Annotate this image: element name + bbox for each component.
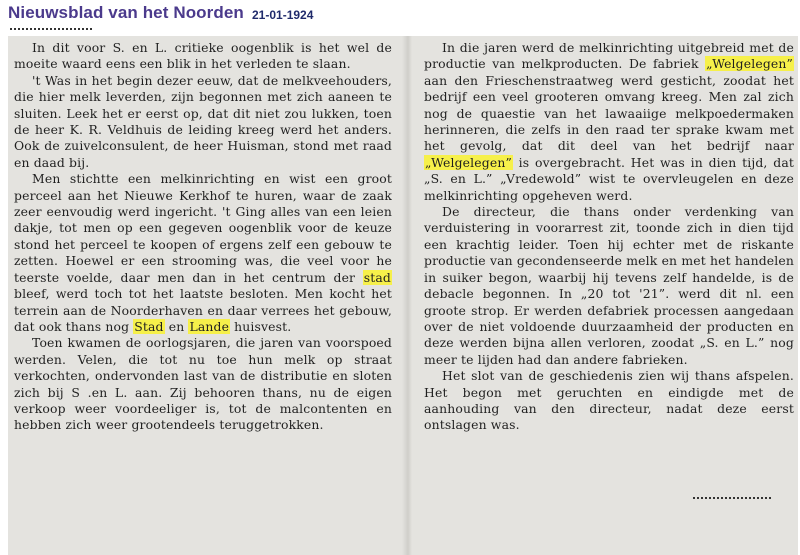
paragraph-text: In die jaren werd de melkinrichting uitgebreid met de productie van melkproducten. De fabriek: [424, 40, 794, 72]
newspaper-title: Nieuwsblad van het Noorden: [8, 3, 244, 22]
article-paragraph: [14, 335, 392, 433]
paragraph-text: huisvest.: [230, 318, 292, 334]
paragraph-text: Toen kwamen de oorlogsjaren, die jaren van voorspoed werden. Velen, die tot nu toe hun melk op straat verkochten, ondervonden last van de distributie en sloten zich bij S .en L. aan. Zij behooren thans, nu de eigen verkoop weer voordeeliger is, tot de malcontenten en hebben zich weer grootendeels teruggetrokken.: [14, 335, 392, 433]
article-column-right: [418, 36, 798, 555]
dotted-marker-top: [10, 28, 92, 30]
publication-date: 21-01-1924: [252, 8, 314, 22]
paragraph-text: bleef, werd toch tot het laatste besloten. Men kocht het terrein aan de Noorderhaven en daar verrees het gebouw, dat ook thans nog: [14, 286, 392, 334]
highlighted-term: stad: [363, 269, 391, 285]
article-paragraph: [424, 368, 794, 434]
paragraph-text: Het slot van de geschiedenis zien wij thans afspelen. Het begon met geruchten en eindigde met de aanhouding van den directeur, nadat deze eerst ontslagen was.: [424, 368, 794, 433]
article-paragraph: [14, 40, 392, 73]
paragraph-text: Men stichtte een melkinrichting en wist een groot perceel aan het Nieuwe Kerkhof te huren, waar de zaak zeer eenvoudig werd ingericht. 't Ging alles van een leien dakje, tot men op een gegeven oogenblik voor de keuze stond het perceel te koopen of ergens zelf een gebouw te zetten. Hoewel er een strooming was, die veel voor he teerste voelde, daar men dan in het centrum der: [14, 171, 392, 285]
column-gutter: [402, 36, 412, 555]
article-paragraph: [424, 204, 794, 368]
paragraph-text: is overgebracht. Het was in dien tijd, dat „S. en L.” „Vredewold” wist te overvleugelen en deze melkinrichting opgeheven werd.: [424, 154, 794, 203]
article-column-left: [8, 36, 398, 555]
newspaper-clipping: [8, 36, 798, 555]
highlighted-term: „Welgelegen”: [425, 154, 512, 170]
header-bar: [0, 0, 800, 38]
paragraph-text: In dit voor S. en L. critieke oogenblik is het wel de moeite waard eens een blik in het verleden te slaan.: [14, 40, 392, 72]
paragraph-text: aan den Frieschenstraatweg werd gesticht, zoodat het bedrijf een veel grooteren omvang kreeg. Men zal zich nog de quaestie van het lawaaiige melkpoedermaken herinneren, die zelfs in den raad ter sprake kwam met het gevolg, dat dit deel van het bedrijf naar: [424, 72, 794, 154]
paragraph-text: 't Was in het begin dezer eeuw, dat de melkveehouders, die hier melk leverden, zijn begonnen met zich aaneen te sluiten. Leek het er eerst op, dat dit niet zou lukken, toen de heer K. R. Veldhuis de leiding kreeg werd het anders. Ook de zuivelconsulent, de heer Huisman, stond met raad en daad bij.: [14, 72, 392, 170]
dotted-marker-bottom: [693, 497, 771, 499]
highlighted-term: Stad: [134, 318, 164, 334]
article-paragraph: [14, 73, 392, 171]
highlighted-term: „Welgelegen”: [706, 56, 793, 72]
article-paragraph: [14, 171, 392, 335]
article-paragraph: [424, 40, 794, 204]
paragraph-text: De directeur, die thans onder verdenking van verduistering in voorarrest zit, toonde zich in dien tijd een krachtig leider. Toen hij echter met de riskante productie van gecondenseerde melk en met het handelen in suiker begon, waarbij hij tevens zelf handelde, is de debacle begonnen. In „20 tot '21”. werd dit nl. een groote strop. Er werden defabriek processen aangedaan over de niet voldoende duurzaamheid der producten en deze werden bijna allen verloren, zoodat „S. en L.” nog meer te lijden had dan andere fabrieken.: [424, 204, 794, 367]
paragraph-text: en: [164, 318, 189, 334]
highlighted-term: Lande: [189, 318, 230, 334]
